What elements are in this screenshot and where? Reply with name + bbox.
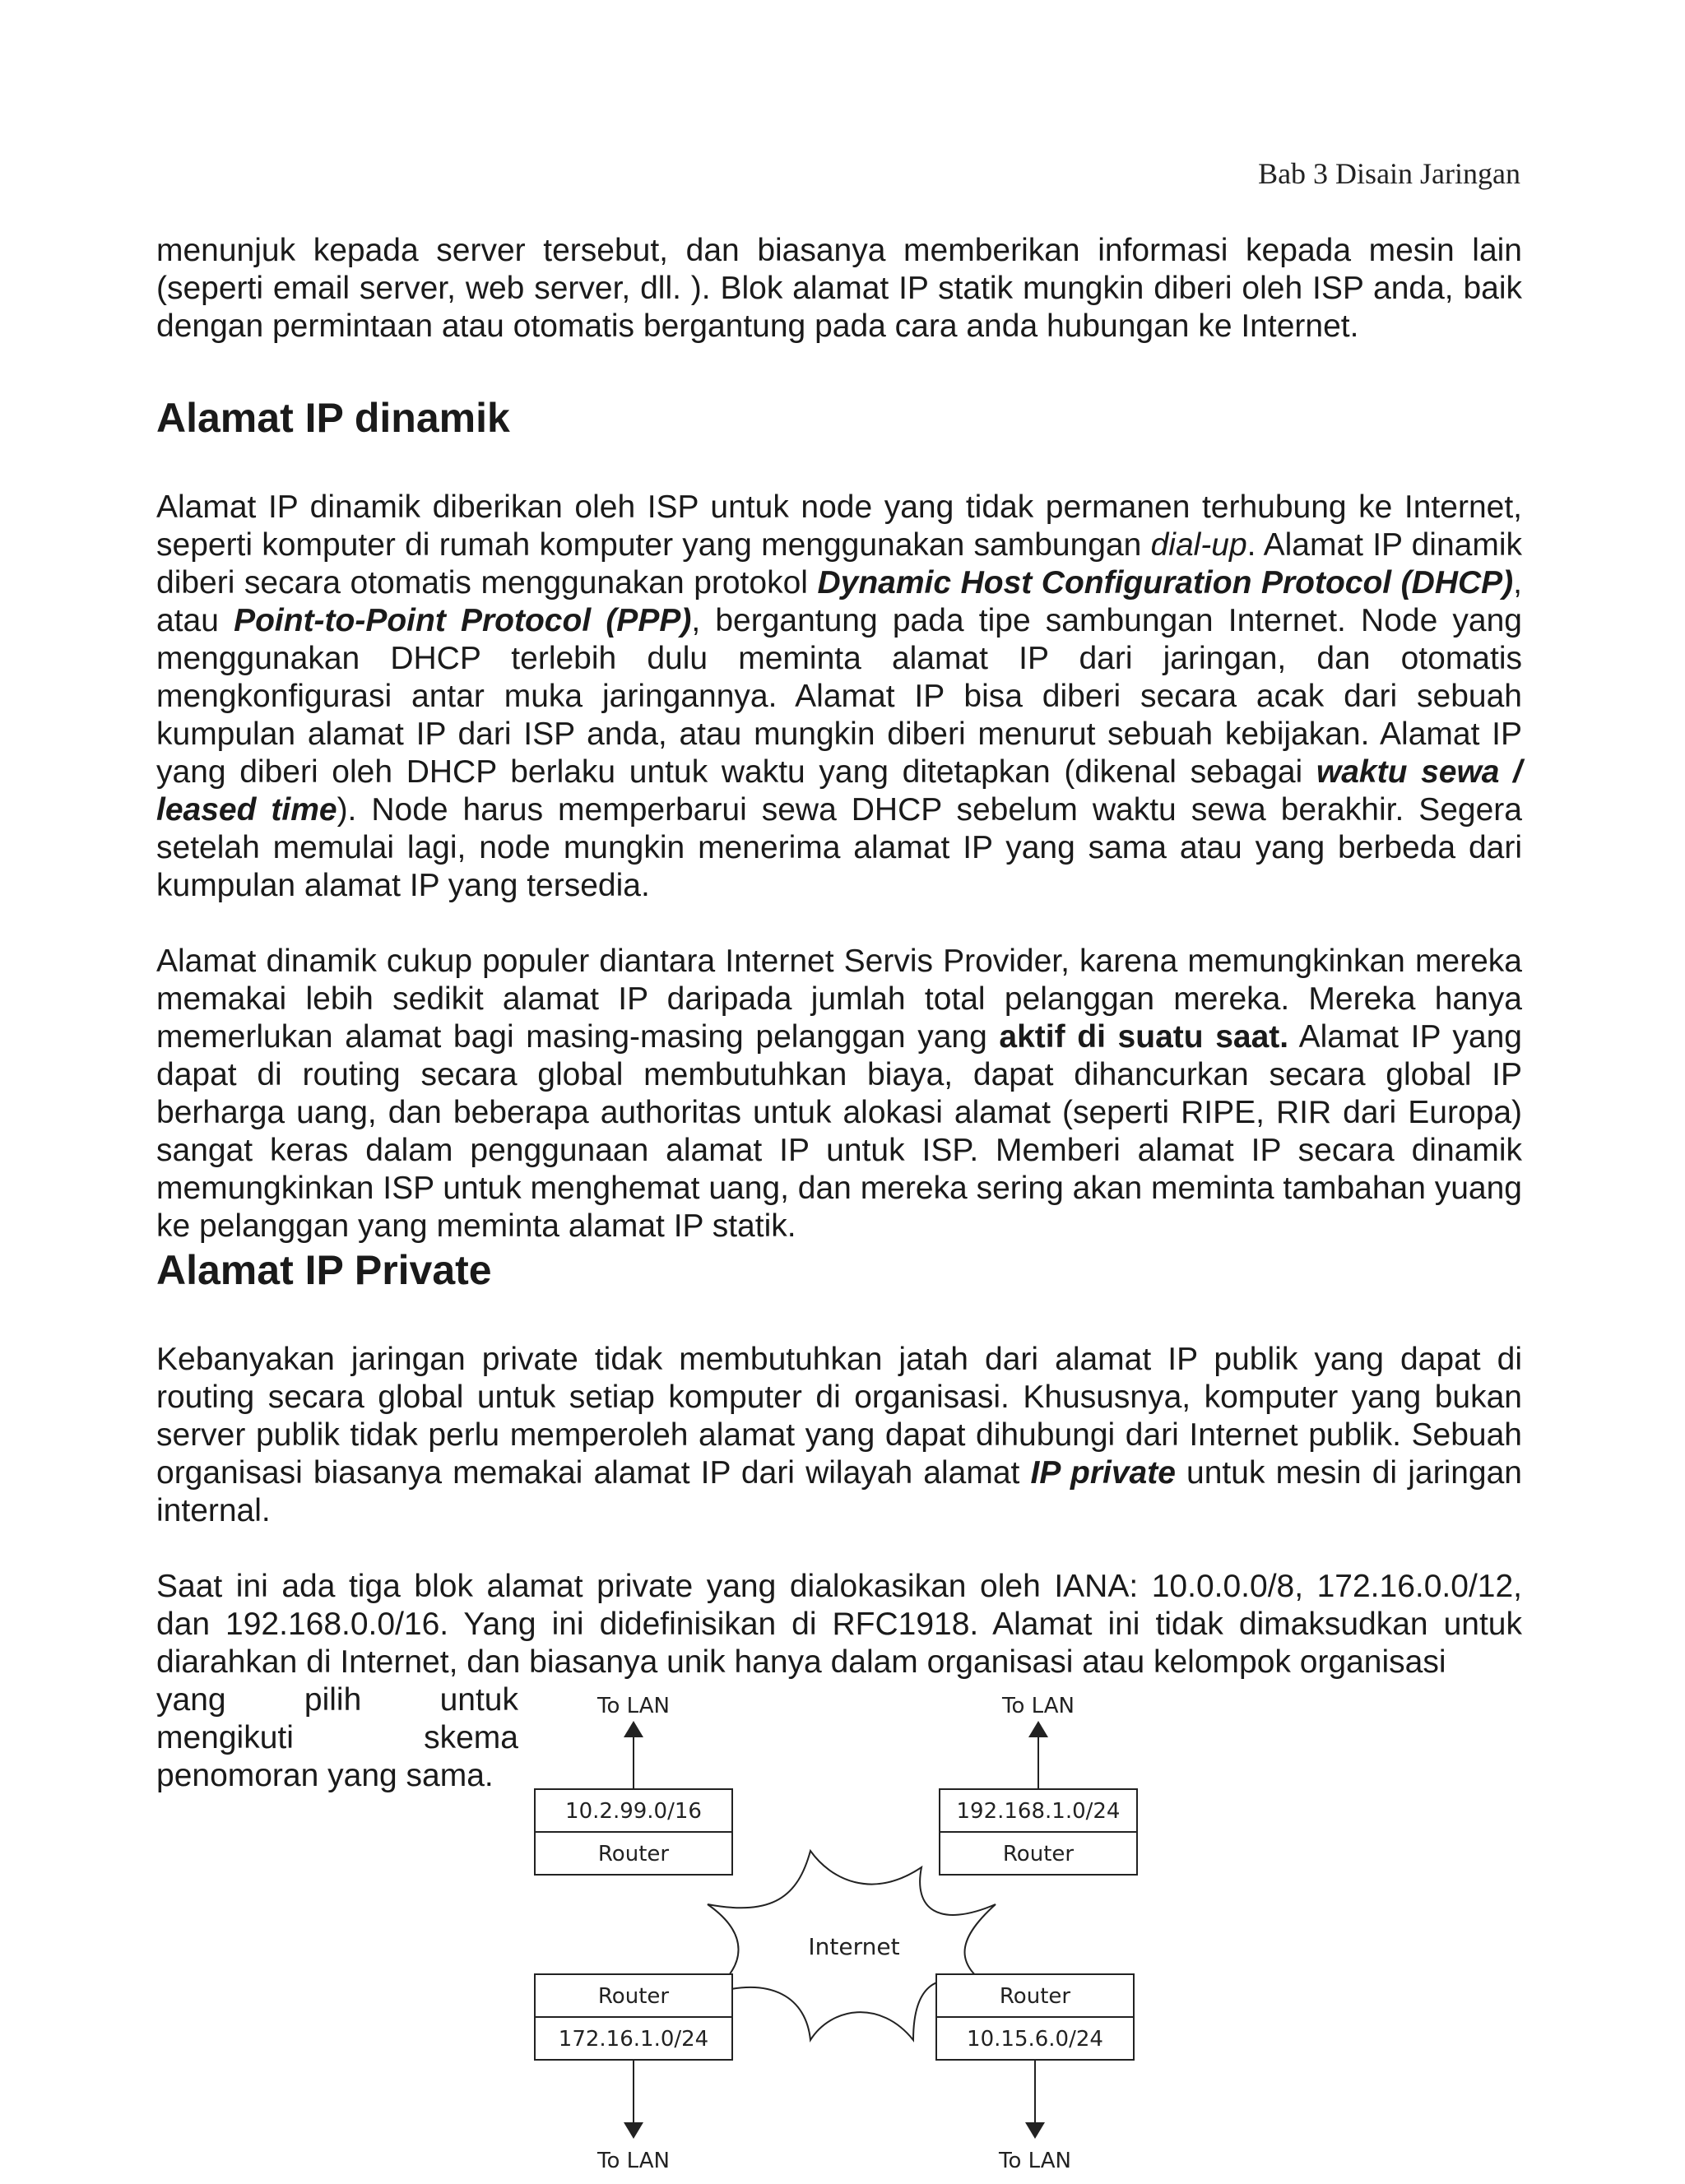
term-dial-up: dial-up	[1150, 527, 1247, 563]
term-dhcp: Dynamic Host Configuration Protocol (DHCP)	[817, 565, 1514, 600]
to-lan-label: To LAN	[597, 1695, 670, 1718]
router-label: Router	[597, 1984, 670, 2009]
to-lan-label: To LAN	[597, 2149, 670, 2173]
term-active: aktif di suatu saat.	[999, 1019, 1289, 1055]
router-label: Router	[999, 1984, 1071, 2009]
tail-line: mengikuti skema	[156, 1720, 518, 1755]
page-body	[156, 232, 1522, 1795]
network-address: 10.2.99.0/16	[565, 1799, 702, 1824]
network-address: 10.15.6.0/24	[967, 2027, 1103, 2052]
router-label: Router	[597, 1842, 670, 1866]
network-address: 192.168.1.0/24	[956, 1799, 1121, 1824]
tail-line: penomoran yang sama.	[156, 1758, 494, 1793]
private-network-diagram	[527, 1695, 1168, 2180]
running-header: Bab 3 Disain Jaringan	[1258, 157, 1520, 190]
heading-private-ip: Alamat IP Private	[156, 1247, 492, 1293]
term-lease-time: waktu sewa / leased time	[156, 754, 1522, 828]
paragraph-static-ip-end: menunjuk kepada server tersebut, dan biasanya memberikan informasi kepada mesin lain (seperti email server, web server, dll. ). Blok alamat IP statik mungkin diberi oleh ISP anda, baik dengan permintaan atau otomatis bergantung pada cara anda hubungan ke Internet.	[156, 233, 1522, 344]
router-label: Router	[1002, 1842, 1075, 1866]
term-ppp: Point-to-Point Protocol (PPP)	[234, 603, 692, 638]
paragraph-private-ip-1: Kebanyakan jaringan private tidak membutuhkan jatah dari alamat IP publik yang dapat di routing secara global untuk setiap komputer di organisasi. Khususnya, komputer yang bukan server publik tidak perlu memperoleh alamat yang dapat dihubungi dari Internet publik. Sebuah organisasi biasanya memakai alamat IP dari wilayah alamat IP private untuk mesin di jaringan internal.	[156, 1342, 1522, 1528]
to-lan-label: To LAN	[999, 2149, 1071, 2173]
tail-line: yang pilih untuk	[156, 1682, 518, 1718]
internet-label: Internet	[808, 1933, 900, 1960]
paragraph-private-ip-2: Saat ini ada tiga blok alamat private yang dialokasikan oleh IANA: 10.0.0.0/8, 172.16.0.0/12, dan 192.168.0.0/16. Yang ini didefinisikan di RFC1918. Alamat ini tidak dimaksudkan untuk diarahkan di Internet, dan biasanya unik hanya dalam organisasi atau kelompok organisasi	[156, 1569, 1522, 1680]
to-lan-label: To LAN	[1002, 1695, 1075, 1718]
heading-dynamic-ip: Alamat IP dinamik	[156, 395, 510, 441]
network-address: 172.16.1.0/24	[558, 2027, 709, 2052]
paragraph-dynamic-ip-2: Alamat dinamik cukup populer diantara Internet Servis Provider, karena memungkinkan mereka memakai lebih sedikit alamat IP daripada jumlah total pelanggan mereka. Mereka hanya memerlukan alamat bagi masing-masing pelanggan yang aktif di suatu saat. Alamat IP yang dapat di routing secara global membutuhkan biaya, dapat dihancurkan secara global IP berharga uang, dan beberapa authoritas untuk alokasi alamat (seperti RIPE, RIR dari Europa) sangat keras dalam penggunaan alamat IP untuk ISP. Memberi alamat IP secara dinamik memungkinkan ISP untuk menghemat uang, dan mereka sering akan meminta tambahan yuang ke pelanggan yang meminta alamat IP statik.	[156, 944, 1522, 1244]
paragraph-dynamic-ip-1: Alamat IP dinamik diberikan oleh ISP untuk node yang tidak permanen terhubung ke Internet, seperti komputer di rumah komputer yang menggunakan sambungan dial-up. Alamat IP dinamik diberi secara otomatis menggunakan protokol Dynamic Host Configuration Protocol (DHCP), atau Point-to-Point Protocol (PPP), bergantung pada tipe sambungan Internet. Node yang menggunakan DHCP terlebih dulu meminta alamat IP dari jaringan, dan otomatis mengkonfigurasi antar muka jaringannya. Alamat IP bisa diberi secara acak dari sebuah kumpulan alamat IP dari ISP anda, atau mungkin diberi menurut sebuah kebijakan. Alamat IP yang diberi oleh DHCP berlaku untuk waktu yang ditetapkan (dikenal sebagai waktu sewa / leased time). Node harus memperbarui sewa DHCP sebelum waktu sewa berakhir. Segera setelah memulai lagi, node mungkin menerima alamat IP yang sama atau yang berbeda dari kumpulan alamat IP yang tersedia.	[156, 489, 1522, 903]
term-ip-private: IP private	[1030, 1455, 1176, 1491]
